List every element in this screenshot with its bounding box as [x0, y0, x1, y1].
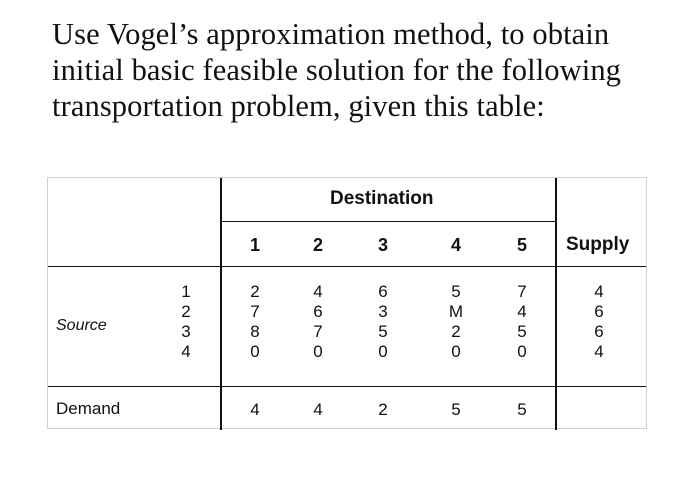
cost-cell: 0	[378, 342, 388, 361]
source-number: 1	[181, 282, 191, 301]
divider-header-body	[48, 266, 646, 267]
cost-cell: 4	[313, 282, 323, 301]
demand-cell: 4	[250, 400, 260, 419]
cost-column-1	[245, 282, 265, 362]
question-text: Use Vogel’s approximation method, to obtain initial basic feasible solution for the following transportation problem, given this table:	[52, 17, 622, 123]
destination-number: 2	[312, 235, 323, 255]
cost-column-3	[373, 282, 393, 362]
supply-column	[589, 282, 609, 362]
divider-body-demand	[48, 386, 646, 387]
destination-number: 1	[249, 235, 260, 255]
cost-cell: 5	[378, 322, 388, 341]
source-number: 3	[181, 322, 191, 341]
divider-cost-supply	[555, 178, 557, 430]
cost-cell: 7	[517, 282, 527, 301]
cost-cell: 5	[517, 322, 527, 341]
source-label: Source	[56, 317, 107, 334]
cost-cell: 2	[250, 282, 260, 301]
demand-cell: 5	[451, 400, 461, 419]
cost-cell: 6	[313, 302, 323, 321]
cost-column-4	[446, 282, 466, 362]
source-number: 4	[181, 342, 191, 361]
supply-cell: 4	[594, 342, 604, 361]
destination-number: 4	[450, 235, 461, 255]
destination-number: 5	[516, 235, 527, 255]
cost-cell: 3	[378, 302, 388, 321]
demand-cell: 2	[378, 400, 388, 419]
cost-cell: 8	[250, 322, 260, 341]
destination-header: Destination	[330, 188, 434, 209]
divider-source-cost	[220, 178, 222, 430]
source-number-column	[176, 282, 196, 362]
supply-cell: 6	[594, 322, 604, 341]
cost-cell: 2	[451, 322, 461, 341]
demand-cell: 4	[313, 400, 323, 419]
cost-cell: 6	[378, 282, 388, 301]
cost-column-5	[512, 282, 532, 362]
supply-cell: 4	[594, 282, 604, 301]
cost-column-2	[308, 282, 328, 362]
supply-cell: 6	[594, 302, 604, 321]
transportation-table	[47, 177, 647, 429]
cost-cell: 7	[313, 322, 323, 341]
divider-destination-header	[222, 221, 555, 222]
destination-number: 3	[377, 235, 388, 255]
supply-header: Supply	[566, 234, 630, 255]
cost-cell: 0	[250, 342, 260, 361]
cost-cell: 4	[517, 302, 527, 321]
cost-cell: 5	[451, 282, 461, 301]
demand-cell: 5	[517, 400, 527, 419]
demand-label: Demand	[56, 399, 121, 418]
cost-cell: 0	[451, 342, 461, 361]
cost-cell: 0	[313, 342, 323, 361]
cost-cell: 7	[250, 302, 260, 321]
cost-cell: 0	[517, 342, 527, 361]
source-number: 2	[181, 302, 191, 321]
cost-cell: M	[448, 302, 464, 321]
